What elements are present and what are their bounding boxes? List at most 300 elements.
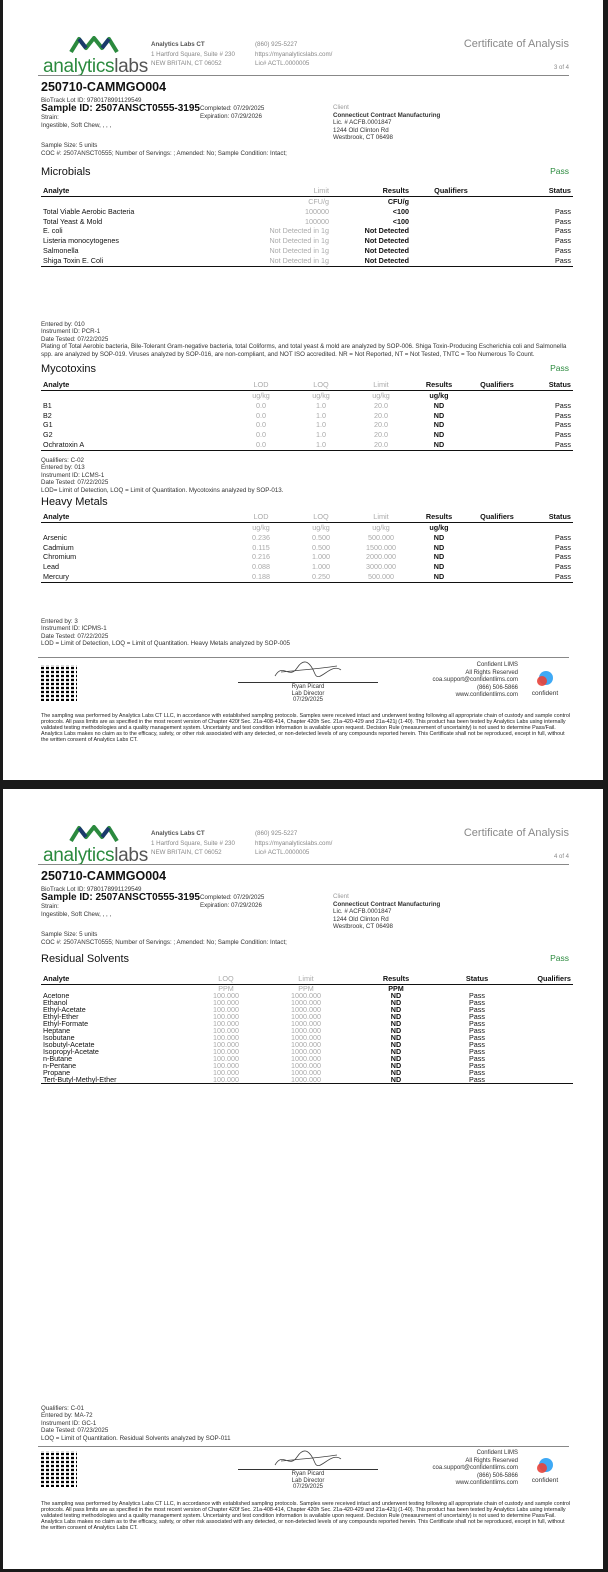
client-block xyxy=(333,893,440,931)
result-value: ND xyxy=(390,1040,402,1049)
table-row xyxy=(41,572,573,582)
analyte-name: G1 xyxy=(43,420,53,430)
logo-text-analytics: analytics xyxy=(43,56,115,77)
residual-solvents-title: Residual Solvents xyxy=(41,953,130,965)
table-row xyxy=(41,420,573,430)
loq-value: 100.000 xyxy=(213,1054,239,1063)
sample-id: Sample ID: 2507ANSCT0555-3195 xyxy=(41,103,200,114)
loq-value: 0.250 xyxy=(291,572,351,582)
limit-value: 1000.000 xyxy=(291,1061,321,1070)
note-line: LOQ = Limit of Quantitation. Residual Solvents analyzed by SOP-011 xyxy=(41,1434,231,1442)
lab-name: Analytics Labs CT xyxy=(151,830,205,837)
table-row xyxy=(41,207,573,217)
signer-block xyxy=(238,684,378,704)
col-status: Status xyxy=(491,186,573,197)
client-license: Lic. # ACFB.0001847 xyxy=(333,908,392,915)
order-id: 250710-CAMMGO004 xyxy=(41,869,167,883)
status-value: Pass xyxy=(555,236,571,246)
conf-phone: (866) 506-5866 xyxy=(476,684,518,691)
col-results: Results xyxy=(331,186,411,197)
analyte-name: n-Pentane xyxy=(43,1061,77,1070)
limit-value: 20.0 xyxy=(351,440,411,450)
confident-logo-text: confident xyxy=(531,1477,559,1484)
loq-value: 100.000 xyxy=(213,1012,239,1021)
logo-text-labs: labs xyxy=(114,56,148,77)
sample-dates xyxy=(200,894,264,909)
col-analyte: Analyte xyxy=(41,186,231,197)
biotrack-lot-id: BioTrack Lot ID: 9780178991129549 xyxy=(41,97,142,104)
signature-line xyxy=(238,682,378,683)
lab-address-line2: NEW BRITAIN, CT 06052 xyxy=(151,849,222,856)
residual-solvents-notes xyxy=(41,1405,571,1442)
result-value: Not Detected xyxy=(364,236,409,246)
note-line: Date Tested: 07/23/2025 xyxy=(41,1427,109,1435)
sign-date: 07/29/2025 xyxy=(292,697,324,704)
analyte-name: Ethyl-Formate xyxy=(43,1019,89,1028)
status-value: Pass xyxy=(469,1068,485,1077)
analyte-name: Shiga Toxin E. Coli xyxy=(41,256,231,266)
limit-value: 1000.000 xyxy=(291,1047,321,1056)
footer-divider xyxy=(38,657,569,658)
status-value: Pass xyxy=(555,400,571,410)
status-value: Pass xyxy=(469,1061,485,1070)
completed-date: Completed: 07/29/2025 xyxy=(200,894,265,901)
unit-limit: PPM xyxy=(298,984,314,993)
lod-value: 0.216 xyxy=(252,552,270,562)
loq-value: 100.000 xyxy=(213,991,239,1000)
limit-value: 1000.000 xyxy=(291,991,321,1000)
result-value: ND xyxy=(433,532,445,542)
result-value: ND xyxy=(390,1026,402,1035)
loq-value: 0.500 xyxy=(312,542,330,552)
status-value: Pass xyxy=(469,1054,485,1063)
note-line: Entered by: 3 xyxy=(41,618,78,625)
limit-value: Not Detected in 1g xyxy=(269,245,329,255)
table-row xyxy=(41,236,573,246)
unit-results: PPM xyxy=(388,984,404,993)
analyte-name: Isobutane xyxy=(43,1033,75,1042)
note-line: Entered by: 013 xyxy=(41,464,85,472)
lod-value: 0.188 xyxy=(231,572,291,582)
note-line: Entered by: 010 xyxy=(41,321,85,328)
analyte-name: Acetone xyxy=(43,991,70,1000)
sample-size: Sample Size: 5 units xyxy=(41,931,98,938)
table-row xyxy=(41,226,573,236)
table-row xyxy=(41,533,573,543)
analyte-name: Total Viable Aerobic Bacteria xyxy=(43,206,135,216)
result-value: ND xyxy=(433,562,445,572)
status-value: Pass xyxy=(555,532,571,542)
note-line: Instrument ID: PCR-1 xyxy=(41,328,101,336)
result-value: Not Detected xyxy=(364,226,409,236)
status-value: Pass xyxy=(469,998,485,1007)
conf-email-link[interactable]: coa.support@confidentlims.com xyxy=(432,677,518,684)
result-value: ND xyxy=(390,998,402,1007)
status-value: Pass xyxy=(555,562,571,572)
biotrack-lot-id: BioTrack Lot ID: 9780178991129549 xyxy=(41,886,142,893)
analyte-name: Ethanol xyxy=(43,998,68,1007)
analyte-name: Cadmium xyxy=(43,542,74,552)
table-row xyxy=(41,246,573,256)
col-status: Status xyxy=(527,512,573,523)
coa-page-4 xyxy=(3,789,603,1569)
limit-value: 3000.000 xyxy=(366,562,396,572)
status-value: Pass xyxy=(469,1012,485,1021)
analyte-name: Isopropyl-Acetate xyxy=(43,1047,99,1056)
table-row xyxy=(41,401,573,411)
analyte-name: Ethyl-Acetate xyxy=(43,1005,86,1014)
status-value: Pass xyxy=(469,991,485,1000)
result-value: ND xyxy=(433,420,445,430)
limit-value: 100000 xyxy=(305,206,329,216)
coa-page-3 xyxy=(3,0,603,780)
signature-image xyxy=(271,660,345,682)
result-value: ND xyxy=(390,991,402,1000)
analyte-name: Ochratoxin A xyxy=(41,440,231,450)
sample-size-block xyxy=(41,931,287,946)
col-lod: LOD xyxy=(231,380,291,391)
analyte-name: Chromium xyxy=(43,552,77,562)
col-limit: Limit xyxy=(231,186,331,197)
col-loq: LOQ xyxy=(291,512,351,523)
loq-value: 100.000 xyxy=(213,1005,239,1014)
limit-value: 1000.000 xyxy=(291,998,321,1007)
header-divider xyxy=(38,864,569,865)
limit-value: 20.0 xyxy=(374,400,388,410)
col-results: Results xyxy=(411,512,467,523)
status-value: Pass xyxy=(555,226,571,236)
sample-id: Sample ID: 2507ANSCT0555-3195 xyxy=(41,892,200,903)
result-value: ND xyxy=(433,410,445,420)
residual-solvents-table xyxy=(41,974,573,1084)
table-row xyxy=(41,440,573,450)
unit-limit: ug/kg xyxy=(372,523,390,532)
analyte-name: G2 xyxy=(43,430,53,440)
confident-logo-icon xyxy=(536,670,554,688)
status-value: Pass xyxy=(491,256,573,266)
status-value: Pass xyxy=(555,216,571,226)
completed-date: Completed: 07/29/2025 xyxy=(200,105,265,112)
signer-name: Ryan Picard xyxy=(291,1471,325,1477)
result-value: ND xyxy=(411,572,467,582)
document-title: Certificate of Analysis xyxy=(463,827,569,839)
loq-value: 100.000 xyxy=(213,1061,239,1070)
client-label: Client xyxy=(333,104,349,111)
lab-name: Analytics Labs CT xyxy=(151,41,205,48)
note-line: LOD = Limit of Detection, LOQ = Limit of Quantitation. Heavy Metals analyzed by SOP-005 xyxy=(41,640,290,648)
analyte-name: Mercury xyxy=(41,572,231,582)
conf-phone: (866) 506-5866 xyxy=(476,1472,518,1479)
page-number: 4 of 4 xyxy=(553,854,569,860)
microbials-notes xyxy=(41,321,571,358)
lab-address xyxy=(151,40,235,69)
note-line: Date Tested: 07/22/2025 xyxy=(41,479,109,487)
status-value: Pass xyxy=(555,420,571,430)
qr-code-icon[interactable] xyxy=(41,665,77,701)
note-line: Instrument ID: GC-1 xyxy=(41,1419,97,1427)
lab-license: Lic# ACTL.0000005 xyxy=(255,60,310,67)
conf-web-link[interactable]: www.confidentlims.com xyxy=(455,1480,518,1487)
strain-label: Strain: xyxy=(41,903,59,910)
col-results: Results xyxy=(411,380,467,391)
loq-value: 100.000 xyxy=(213,1033,239,1042)
col-qualifiers: Qualifiers xyxy=(411,186,491,197)
limit-value: 20.0 xyxy=(374,430,388,440)
loq-value: 1.0 xyxy=(316,410,326,420)
lod-value: 0.0 xyxy=(231,440,291,450)
disclaimer-text: The sampling was performed by Analytics Labs CT LLC, in accordance with established sampling protocols. Samples were received intact and underwent testing following all appropriate chain of custody and sample control protocols. All pass limits are as specified in the most recent version of Chapter 420f Sec. 21a-408-414, Chapter 420h Sec. 21a-420-429 and 21a-421j (1-40). This product has been tested by Analytics Labs using internally validated testing methodologies and a quality management system. Uncertainty and test condition information is available upon request. Decision Rule (measurement of uncertainty) is not used to determine Pass/Fail. Analytics Labs makes no claim as to the efficacy, safety, or other risk associated with any detected, or non-detected levels of any compounds reported herein. This Certificate shall not be reproduced, except in full, without the written consent of Analytics Labs CT. xyxy=(41,1501,571,1532)
limit-value: Not Detected in 1g xyxy=(269,236,329,246)
unit-lod: ug/kg xyxy=(252,523,270,532)
result-value: ND xyxy=(390,1005,402,1014)
analyte-name: Ethyl-Ether xyxy=(43,1012,79,1021)
sample-size-block xyxy=(41,142,287,157)
analyte-name: Heptane xyxy=(43,1026,71,1035)
microbials-table xyxy=(41,186,573,267)
col-qualifiers: Qualifiers xyxy=(467,380,527,391)
note-line: Date Tested: 07/22/2025 xyxy=(41,632,109,640)
analyte-name: Propane xyxy=(43,1068,71,1077)
unit-lod: ug/kg xyxy=(252,391,270,400)
confident-logo-icon xyxy=(536,1457,554,1475)
result-value: Not Detected xyxy=(331,256,411,266)
expiration-date: Expiration: 07/29/2026 xyxy=(200,112,262,120)
client-name: Connecticut Contract Manufacturing xyxy=(333,111,441,119)
unit-loq: PPM xyxy=(218,984,234,993)
conf-rights: All Rights Reserved xyxy=(465,669,518,676)
limit-value: 1000.000 xyxy=(291,1054,321,1063)
loq-value: 0.500 xyxy=(312,532,330,542)
mycotoxins-notes xyxy=(41,457,571,494)
analyte-name: B2 xyxy=(43,410,52,420)
mycotoxins-table xyxy=(41,380,573,451)
note-line: Qualifiers: C-02 xyxy=(41,457,84,464)
col-limit: Limit xyxy=(261,974,351,985)
coc-info: COC #: 2507ANSCT0555; Number of Servings: ; Amended: No; Sample Condition: Intact; xyxy=(41,938,287,946)
unit-results: ug/kg xyxy=(429,391,449,400)
note-line: Instrument ID: LCMS-1 xyxy=(41,471,105,479)
client-address1: 1244 Old Clinton Rd xyxy=(333,126,389,134)
order-id: 250710-CAMMGO004 xyxy=(41,80,167,94)
limit-value: 1000.000 xyxy=(291,1026,321,1035)
loq-value: 100.000 xyxy=(213,1026,239,1035)
result-value: ND xyxy=(390,1012,402,1021)
lab-address-line1: 1 Hartford Square, Suite # 230 xyxy=(151,839,235,847)
page-number: 3 of 4 xyxy=(553,65,569,71)
analyte-name: E. coli xyxy=(43,226,63,236)
result-value: ND xyxy=(433,430,445,440)
confident-logo xyxy=(527,1457,563,1484)
logo-text-analytics: analytics xyxy=(43,845,115,866)
result-value: ND xyxy=(411,440,467,450)
table-row xyxy=(41,411,573,421)
table-row xyxy=(41,217,573,227)
analyte-name: Lead xyxy=(43,562,59,572)
note-line: LOD= Limit of Detection, LOQ = Limit of Quantitation. Mycotoxins analyzed by SOP-013. xyxy=(41,486,284,494)
mycotoxins-status: Pass xyxy=(550,363,569,373)
limit-value: 500.000 xyxy=(368,532,394,542)
client-address2: Westbrook, CT 06498 xyxy=(333,134,393,141)
strain-label: Strain: xyxy=(41,114,59,121)
strain-info xyxy=(41,114,111,129)
status-value: Pass xyxy=(555,542,571,552)
limit-value: 1000.000 xyxy=(291,1068,321,1077)
col-status: Status xyxy=(441,974,513,985)
loq-value: 100.000 xyxy=(213,998,239,1007)
col-lod: LOD xyxy=(231,512,291,523)
limit-value: 1000.000 xyxy=(291,1040,321,1049)
confident-logo xyxy=(527,670,563,697)
unit-limit: ug/kg xyxy=(372,391,390,400)
lod-value: 0.236 xyxy=(252,532,270,542)
analyte-name: Salmonella xyxy=(43,245,79,255)
mycotoxins-title: Mycotoxins xyxy=(41,363,97,375)
footer-divider xyxy=(38,1446,569,1447)
limit-value: 1000.000 xyxy=(291,1019,321,1028)
sample-dates xyxy=(200,105,264,120)
sign-date: 07/29/2025 xyxy=(292,1484,324,1491)
client-address1: 1244 Old Clinton Rd xyxy=(333,915,389,923)
client-address2: Westbrook, CT 06498 xyxy=(333,923,393,930)
limit-value: 1000.000 xyxy=(291,1005,321,1014)
limit-value: 20.0 xyxy=(374,410,388,420)
signature-line xyxy=(238,1469,378,1470)
lod-value: 0.0 xyxy=(256,410,266,420)
col-analyte: Analyte xyxy=(41,512,231,523)
status-value: Pass xyxy=(469,1033,485,1042)
result-value: ND xyxy=(390,1061,402,1070)
loq-value: 1.000 xyxy=(312,562,330,572)
col-limit: Limit xyxy=(351,512,411,523)
loq-value: 100.000 xyxy=(213,1068,239,1077)
confident-logo-text: confident xyxy=(531,690,559,697)
loq-value: 1.0 xyxy=(316,420,326,430)
analyte-name: Listeria monocytogenes xyxy=(43,236,119,246)
matrix-label: Ingestible, Soft Chew, , , , xyxy=(41,910,112,918)
microbials-status: Pass xyxy=(550,166,569,176)
signer-name: Ryan Picard xyxy=(291,684,325,690)
lod-value: 0.0 xyxy=(256,430,266,440)
logo-text-labs: labs xyxy=(114,845,148,866)
limit-value: 2000.000 xyxy=(366,552,396,562)
conf-name: Confident LIMS xyxy=(476,662,518,668)
limit-value: Not Detected in 1g xyxy=(269,226,329,236)
result-value: Not Detected xyxy=(364,245,409,255)
col-qualifiers: Qualifiers xyxy=(467,512,527,523)
unit-limit: CFU/g xyxy=(308,197,329,206)
status-value: Pass xyxy=(441,1076,513,1084)
loq-value: 1.0 xyxy=(316,400,326,410)
status-value: Pass xyxy=(555,245,571,255)
lab-address-line1: 1 Hartford Square, Suite # 230 xyxy=(151,50,235,58)
analyte-name: Total Yeast & Mold xyxy=(43,216,103,226)
unit-loq: ug/kg xyxy=(312,523,330,532)
table-row xyxy=(41,552,573,562)
lab-contact xyxy=(255,829,332,858)
result-value: ND xyxy=(390,1019,402,1028)
header-divider xyxy=(38,75,569,76)
limit-value: 1500.000 xyxy=(366,542,396,552)
note-line: Qualifiers: C-01 xyxy=(41,1405,84,1412)
table-row xyxy=(41,256,573,266)
lab-website-link[interactable]: https://myanalyticslabs.com/ xyxy=(255,839,333,847)
lod-value: 0.115 xyxy=(252,542,270,552)
sample-size: Sample Size: 5 units xyxy=(41,142,98,149)
lab-website-link[interactable]: https://myanalyticslabs.com/ xyxy=(255,50,333,58)
status-value: Pass xyxy=(555,206,571,216)
status-value: Pass xyxy=(469,1019,485,1028)
note-line: Plating of Total Aerobic bacteria, Bile-Tolerant Gram-negative bacteria, total Coliforms, and total yeast & mold are analyzed by SOP-006. Shiga Toxin-Producing Escherichia coli and Salmonella spp. are analyzed by SOP-019. Viruses analyzed by SOP-016, are non-compliant, and NOT ISO accredited. NR = Not Reported, NT = Not Tested, TNTC = Too Numerous To Count. xyxy=(41,343,567,358)
result-value: ND xyxy=(351,1076,441,1084)
lab-license: Lic# ACTL.0000005 xyxy=(255,849,310,856)
logo-mark-icon xyxy=(69,825,121,843)
result-value: ND xyxy=(433,542,445,552)
qr-code-icon[interactable] xyxy=(41,1451,77,1487)
result-value: ND xyxy=(390,1068,402,1077)
analyte-name: Isobutyl-Acetate xyxy=(43,1040,95,1049)
residual-solvents-status: Pass xyxy=(550,953,569,963)
loq-value: 100.000 xyxy=(213,1040,239,1049)
result-value: ND xyxy=(390,1033,402,1042)
table-row xyxy=(41,430,573,440)
signer-block xyxy=(238,1471,378,1491)
microbials-title: Microbials xyxy=(41,166,91,178)
confident-lims-info xyxy=(433,1450,518,1488)
col-analyte: Analyte xyxy=(41,974,191,985)
limit-value: Not Detected in 1g xyxy=(231,256,331,266)
note-line: Instrument ID: ICPMS-1 xyxy=(41,625,107,633)
unit-loq: ug/kg xyxy=(312,391,330,400)
status-value: Pass xyxy=(555,430,571,440)
loq-value: 100.000 xyxy=(213,1047,239,1056)
table-row xyxy=(41,543,573,553)
status-value: Pass xyxy=(555,552,571,562)
matrix-label: Ingestible, Soft Chew, , , , xyxy=(41,121,112,129)
loq-value: 100.000 xyxy=(213,1019,239,1028)
col-results: Results xyxy=(351,974,441,985)
lab-address xyxy=(151,829,235,858)
client-block xyxy=(333,104,440,142)
limit-value: 1000.000 xyxy=(261,1076,351,1084)
note-line: Date Tested: 07/22/2025 xyxy=(41,335,109,343)
client-name: Connecticut Contract Manufacturing xyxy=(333,900,441,908)
note-line: Entered by: MA-72 xyxy=(41,1412,93,1420)
logo-mark-icon xyxy=(69,36,121,54)
conf-web-link[interactable]: www.confidentlims.com xyxy=(455,692,518,699)
result-value: ND xyxy=(390,1047,402,1056)
lab-phone: (860) 925-5227 xyxy=(255,41,298,48)
heavy-metals-title: Heavy Metals xyxy=(41,496,108,508)
heavy-metals-table xyxy=(41,512,573,583)
analyte-name: B1 xyxy=(43,400,52,410)
table-row xyxy=(41,1076,573,1084)
analyte-name: Tert-Butyl-Methyl-Ether xyxy=(41,1076,191,1084)
result-value: <100 xyxy=(392,206,409,216)
table-row xyxy=(41,562,573,572)
heavy-metals-notes xyxy=(41,618,571,648)
client-label: Client xyxy=(333,893,349,900)
result-value: ND xyxy=(390,1054,402,1063)
signer-title: Lab Director xyxy=(291,1477,325,1484)
signer-title: Lab Director xyxy=(291,690,325,697)
limit-value: 500.000 xyxy=(351,572,411,582)
conf-email-link[interactable]: coa.support@confidentlims.com xyxy=(432,1465,518,1472)
signature-image xyxy=(271,1449,345,1471)
loq-value: 1.0 xyxy=(316,430,326,440)
loq-value: 100.000 xyxy=(191,1076,261,1084)
limit-value: 1000.000 xyxy=(291,1033,321,1042)
status-value: Pass xyxy=(527,440,573,450)
